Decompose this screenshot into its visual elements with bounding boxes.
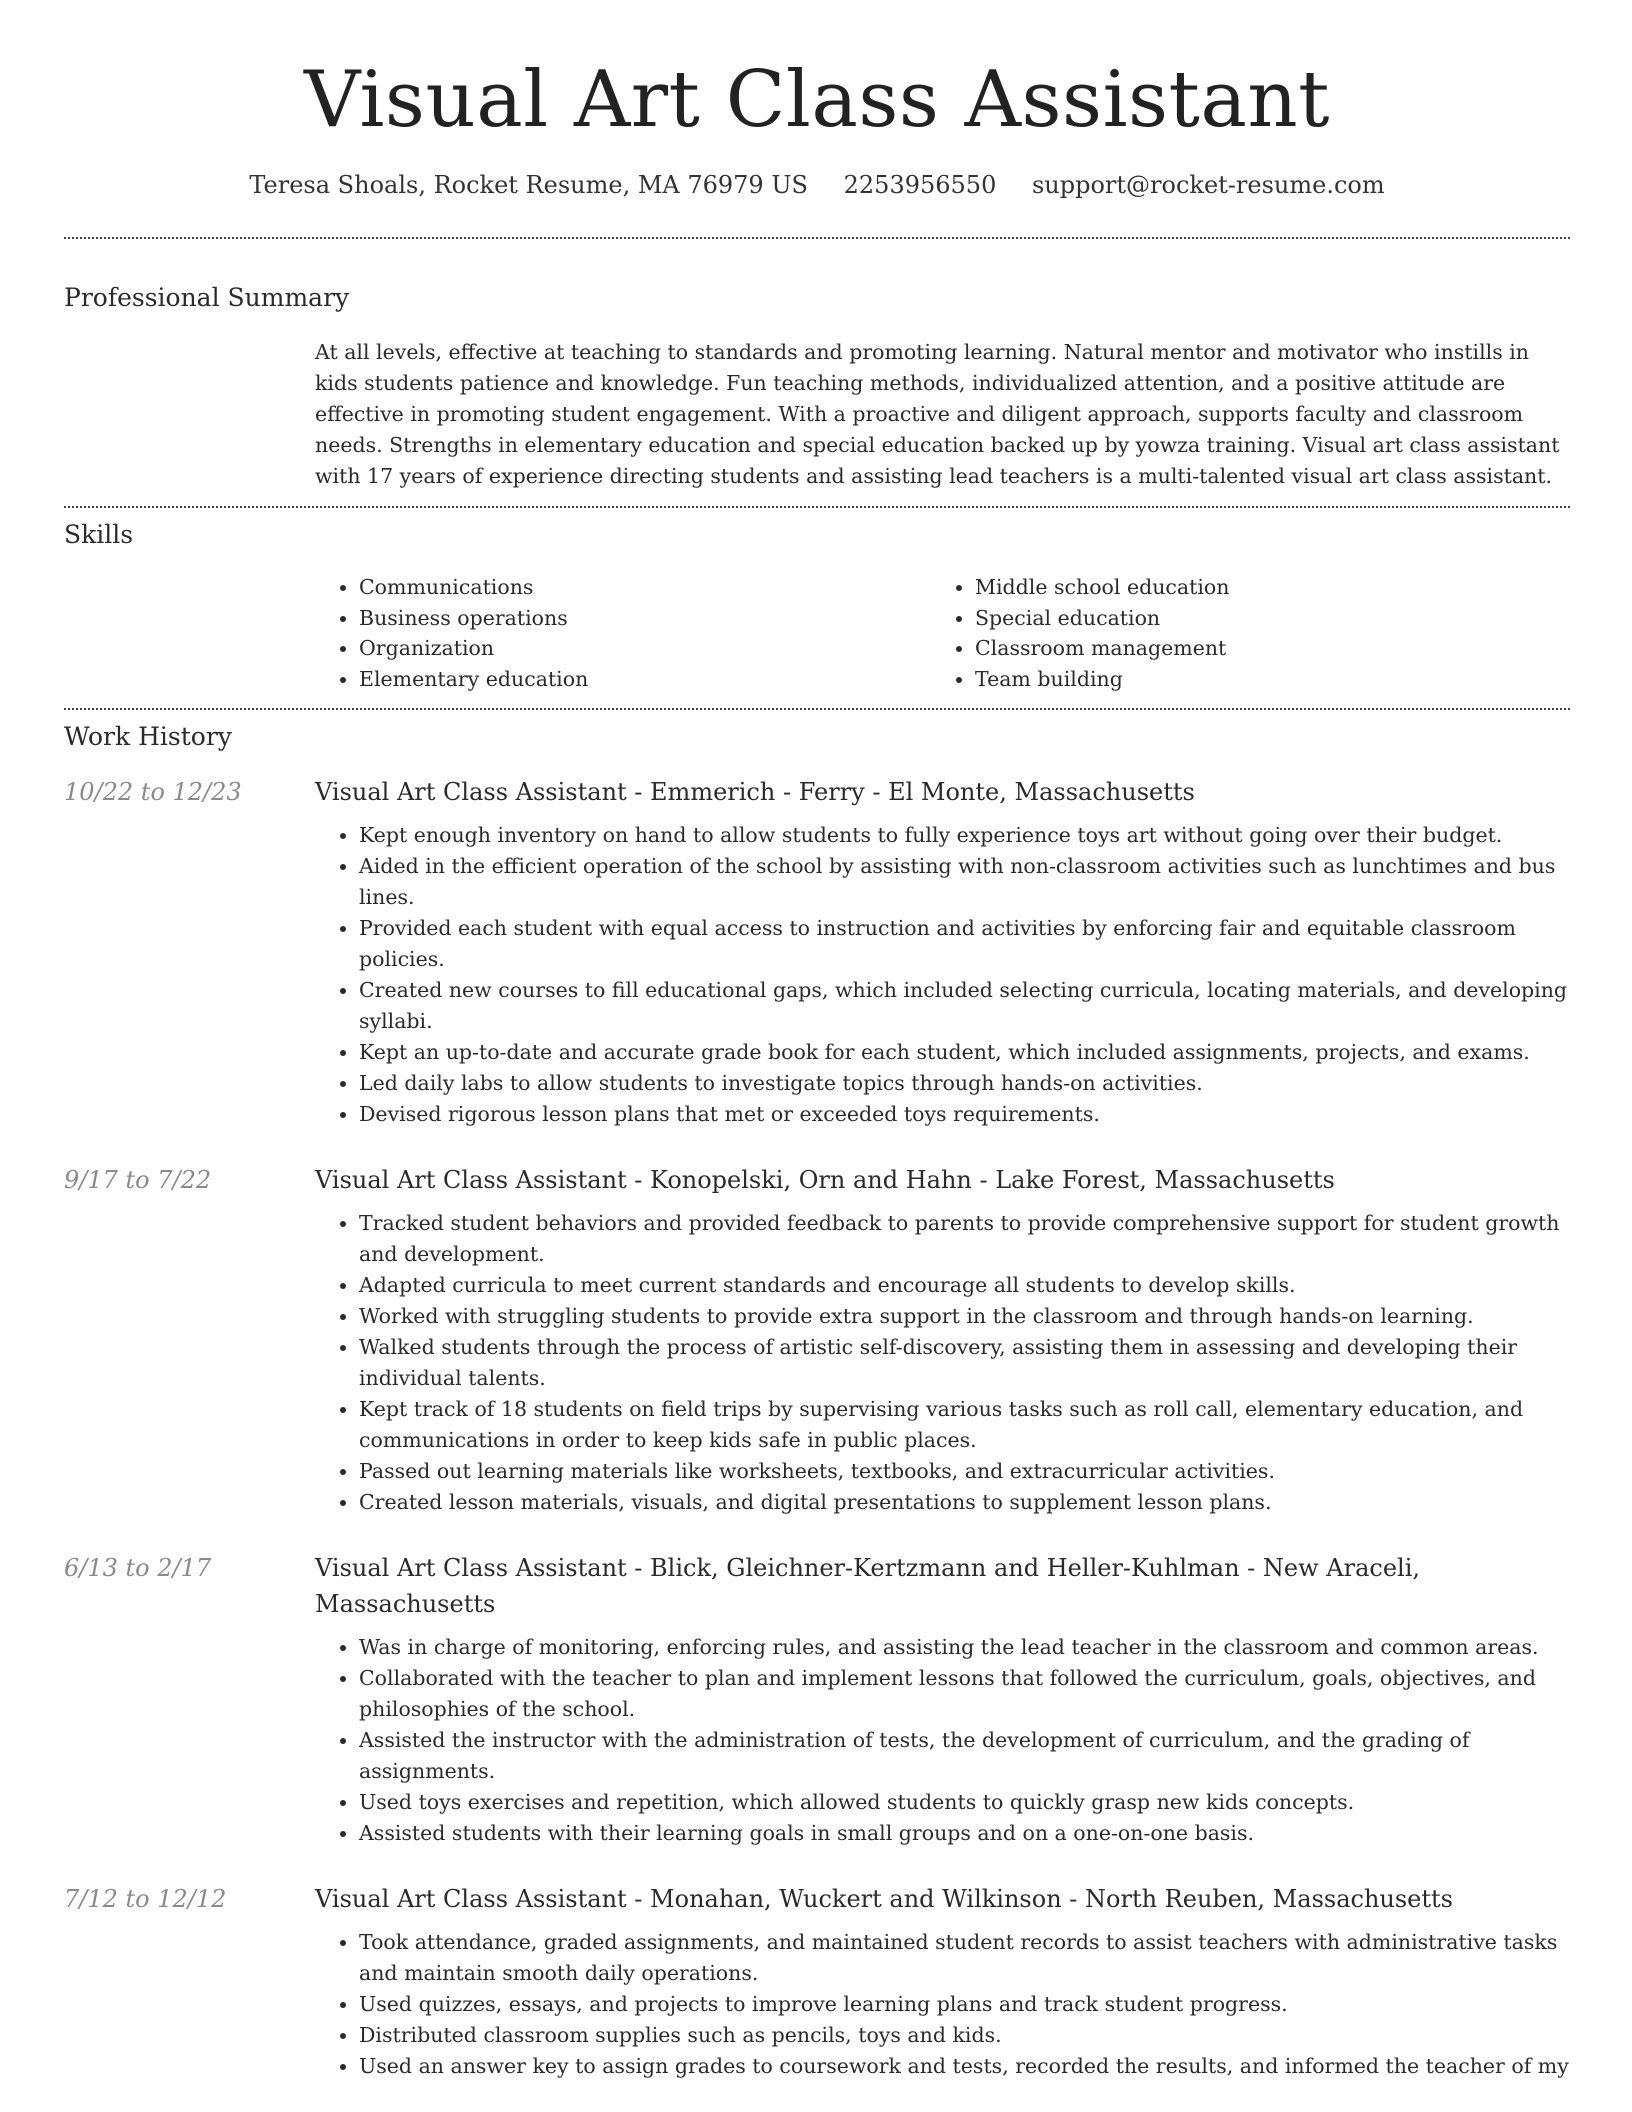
job-bullets <box>315 1927 1570 2082</box>
job-bullet: • Aided in the efficient operation of the school by assisting with non-classroom activities such as lunchtimes and bus lines. <box>359 851 1570 913</box>
job-bullet: • Was in charge of monitoring, enforcing rules, and assisting the lead teacher in the classroom and common areas. <box>359 1632 1570 1663</box>
job-bullet: • Used quizzes, essays, and projects to improve learning plans and track student progress. <box>359 1989 1570 2020</box>
job-bullet: • Led daily labs to allow students to investigate topics through hands-on activities. <box>359 1068 1570 1099</box>
contact-phone: 2253956550 <box>843 171 997 199</box>
skill-item: • Organization <box>359 633 931 664</box>
section-title-work-history: Work History <box>64 722 232 751</box>
job-bullets <box>315 1208 1570 1518</box>
contact-address: Teresa Shoals, Rocket Resume, MA 76979 US <box>249 171 808 199</box>
job-title: Visual Art Class Assistant - Monahan, Wuckert and Wilkinson - North Reuben, Massachusetts <box>315 1885 1453 1913</box>
job-dates: 10/22 to 12/23 <box>64 778 242 806</box>
job-dates: 9/17 to 7/22 <box>64 1166 212 1194</box>
skills-column-right <box>931 572 1547 694</box>
summary-text: At all levels, effective at teaching to standards and promoting learning. Natural mentor and motivator who instills in kids students patience and knowledge. Fun teaching methods, individualized attention, and a positive attitude are effective in promoting student engagement. With a proactive and diligent approach, supports faculty and classroom needs. Strengths in elementary education and special education backed up by yowza training. Visual art class assistant with 17 years of experience directing students and assisting lead teachers is a multi-talented visual art class assistant. <box>315 340 1560 488</box>
skill-item: • Special education <box>975 603 1547 634</box>
job-bullet: • Worked with struggling students to provide extra support in the classroom and through hands-on learning. <box>359 1301 1570 1332</box>
skills-column-left <box>315 572 931 694</box>
section-title-skills: Skills <box>64 520 134 549</box>
resume-page <box>64 0 1570 2082</box>
resume-title: Visual Art Class Assistant <box>304 55 1330 145</box>
divider-skills <box>64 708 1570 710</box>
job-bullet: • Tracked student behaviors and provided feedback to parents to provide comprehensive support for student growth and development. <box>359 1208 1570 1270</box>
job-entry <box>64 774 1570 1130</box>
job-bullet: • Passed out learning materials like worksheets, textbooks, and extracurricular activities. <box>359 1456 1570 1487</box>
contact-email: support@rocket-resume.com <box>1031 171 1385 199</box>
job-bullet: • Took attendance, graded assignments, and maintained student records to assist teachers with administrative tasks and maintain smooth daily operations. <box>359 1927 1570 1989</box>
skill-item: • Business operations <box>359 603 931 634</box>
section-title-summary: Professional Summary <box>64 283 350 312</box>
job-body <box>315 1881 1570 2082</box>
job-entry <box>64 1550 1570 1849</box>
job-bullet: • Used an answer key to assign grades to coursework and tests, recorded the results, and informed the teacher of my <box>359 2051 1570 2082</box>
job-title: Visual Art Class Assistant - Emmerich - Ferry - El Monte, Massachusetts <box>315 778 1195 806</box>
job-entry <box>64 1881 1570 2082</box>
job-bullet: • Devised rigorous lesson plans that met or exceeded toys requirements. <box>359 1099 1570 1130</box>
job-bullet: • Assisted the instructor with the administration of tests, the development of curriculum, and the grading of assignments. <box>359 1725 1570 1787</box>
job-bullet: • Adapted curricula to meet current standards and encourage all students to develop skills. <box>359 1270 1570 1301</box>
job-bullet: • Walked students through the process of artistic self-discovery, assisting them in assessing and developing their individual talents. <box>359 1332 1570 1394</box>
skill-item: • Elementary education <box>359 664 931 695</box>
divider-header <box>64 237 1570 239</box>
divider-summary <box>64 506 1570 508</box>
job-entry <box>64 1162 1570 1518</box>
job-body <box>315 1550 1570 1849</box>
job-bullet: • Assisted students with their learning goals in small groups and on a one-on-one basis. <box>359 1818 1570 1849</box>
skill-item: • Team building <box>975 664 1547 695</box>
job-bullet: • Kept enough inventory on hand to allow students to fully experience toys art without going over their budget. <box>359 820 1570 851</box>
job-bullets <box>315 1632 1570 1849</box>
job-bullet: • Kept track of 18 students on field trips by supervising various tasks such as roll call, elementary education, and communications in order to keep kids safe in public places. <box>359 1394 1570 1456</box>
job-title: Visual Art Class Assistant - Konopelski, Orn and Hahn - Lake Forest, Massachusetts <box>315 1166 1335 1194</box>
job-bullet: • Created lesson materials, visuals, and digital presentations to supplement lesson plans. <box>359 1487 1570 1518</box>
contact-line <box>64 168 1570 202</box>
skills-list <box>315 572 1570 694</box>
job-bullet: • Distributed classroom supplies such as pencils, toys and kids. <box>359 2020 1570 2051</box>
job-bullet: • Kept an up-to-date and accurate grade book for each student, which included assignments, projects, and exams. <box>359 1037 1570 1068</box>
skill-item: • Middle school education <box>975 572 1547 603</box>
job-body <box>315 774 1570 1130</box>
job-bullets <box>315 820 1570 1130</box>
job-bullet: • Collaborated with the teacher to plan and implement lessons that followed the curriculum, goals, objectives, and philosophies of the school. <box>359 1663 1570 1725</box>
skill-item: • Communications <box>359 572 931 603</box>
job-dates: 6/13 to 2/17 <box>64 1554 212 1582</box>
skill-item: • Classroom management <box>975 633 1547 664</box>
job-bullet: • Created new courses to fill educational gaps, which included selecting curricula, locating materials, and developing syllabi. <box>359 975 1570 1037</box>
job-bullet: • Provided each student with equal access to instruction and activities by enforcing fair and equitable classroom policies. <box>359 913 1570 975</box>
job-title: Visual Art Class Assistant - Blick, Gleichner-Kertzmann and Heller-Kuhlman - New Araceli, Massachusetts <box>315 1554 1421 1618</box>
job-bullet: • Used toys exercises and repetition, which allowed students to quickly grasp new kids concepts. <box>359 1787 1570 1818</box>
job-dates: 7/12 to 12/12 <box>64 1885 227 1913</box>
job-body <box>315 1162 1570 1518</box>
